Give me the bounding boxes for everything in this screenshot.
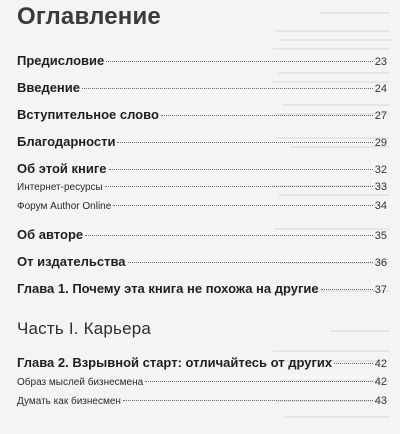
- toc-entry-label: Благодарности: [17, 134, 116, 149]
- toc-entry-label: Об этой книге: [17, 161, 107, 176]
- dot-leader: [117, 142, 372, 143]
- toc-entry-acknowledgements[interactable]: [17, 134, 387, 149]
- toc-entry-from-publisher[interactable]: [17, 254, 387, 269]
- toc-entry-page: 29: [374, 137, 387, 149]
- dot-leader: [109, 169, 373, 170]
- toc-entry-page: 36: [374, 257, 387, 269]
- toc-entry-preface[interactable]: [17, 53, 387, 68]
- toc-entry-label: Глава 2. Взрывной старт: отличайтесь от других: [17, 355, 333, 370]
- toc-entry-business-mindset[interactable]: [17, 376, 387, 388]
- toc-entry-page: 32: [374, 164, 387, 176]
- dot-leader: [128, 262, 373, 263]
- toc-entry-page: 33: [374, 181, 387, 193]
- toc-entry-label: Предисловие: [17, 53, 105, 68]
- toc-entry-label: От издательства: [17, 254, 126, 269]
- toc-entry-page: 23: [374, 56, 387, 68]
- toc-entry-internet-resources[interactable]: [17, 181, 387, 193]
- dot-leader: [106, 61, 373, 62]
- toc-entry-label: Введение: [17, 80, 80, 95]
- toc-entry-page: 27: [374, 110, 387, 122]
- toc-entry-think-like-businessman[interactable]: [17, 395, 387, 407]
- toc-entry-chapter-2[interactable]: [17, 355, 387, 370]
- toc-entry-label: Глава 1. Почему эта книга не похожа на другие: [17, 281, 319, 296]
- toc-entry-introduction[interactable]: [17, 80, 387, 95]
- toc-entry-page: 35: [374, 230, 387, 242]
- toc-entry-page: 43: [374, 395, 387, 407]
- toc-entry-label: Форум Author Online: [17, 201, 112, 212]
- dot-leader: [145, 381, 373, 382]
- toc-entry-label: Вступительное слово: [17, 107, 159, 122]
- toc-entry-page: 24: [374, 83, 387, 95]
- toc-entry-about-author[interactable]: [17, 227, 387, 242]
- dot-leader: [123, 400, 373, 401]
- toc-entry-label: Интернет-ресурсы: [17, 182, 103, 193]
- toc-entry-foreword[interactable]: [17, 107, 387, 122]
- toc-entry-page: 37: [374, 284, 387, 296]
- toc-entry-page: 42: [374, 358, 387, 370]
- toc-entry-page: 34: [374, 200, 387, 212]
- dot-leader: [321, 289, 373, 290]
- dot-leader: [85, 235, 373, 236]
- toc-entry-page: 42: [374, 376, 387, 388]
- toc-entry-about-book[interactable]: [17, 161, 387, 176]
- toc-entry-label: Образ мыслей бизнесмена: [17, 377, 144, 388]
- dot-leader: [113, 205, 372, 206]
- toc-entry-author-online-forum[interactable]: [17, 200, 387, 212]
- dot-leader: [334, 363, 373, 364]
- part-title: Часть I. Карьера: [17, 319, 152, 338]
- toc-entry-chapter-1[interactable]: [17, 281, 387, 296]
- dot-leader: [105, 186, 373, 187]
- dot-leader: [82, 88, 373, 89]
- toc-entry-label: Думать как бизнесмен: [17, 396, 121, 407]
- dot-leader: [161, 115, 373, 116]
- toc-entry-label: Об авторе: [17, 227, 84, 242]
- toc-title: Оглавление: [17, 3, 161, 30]
